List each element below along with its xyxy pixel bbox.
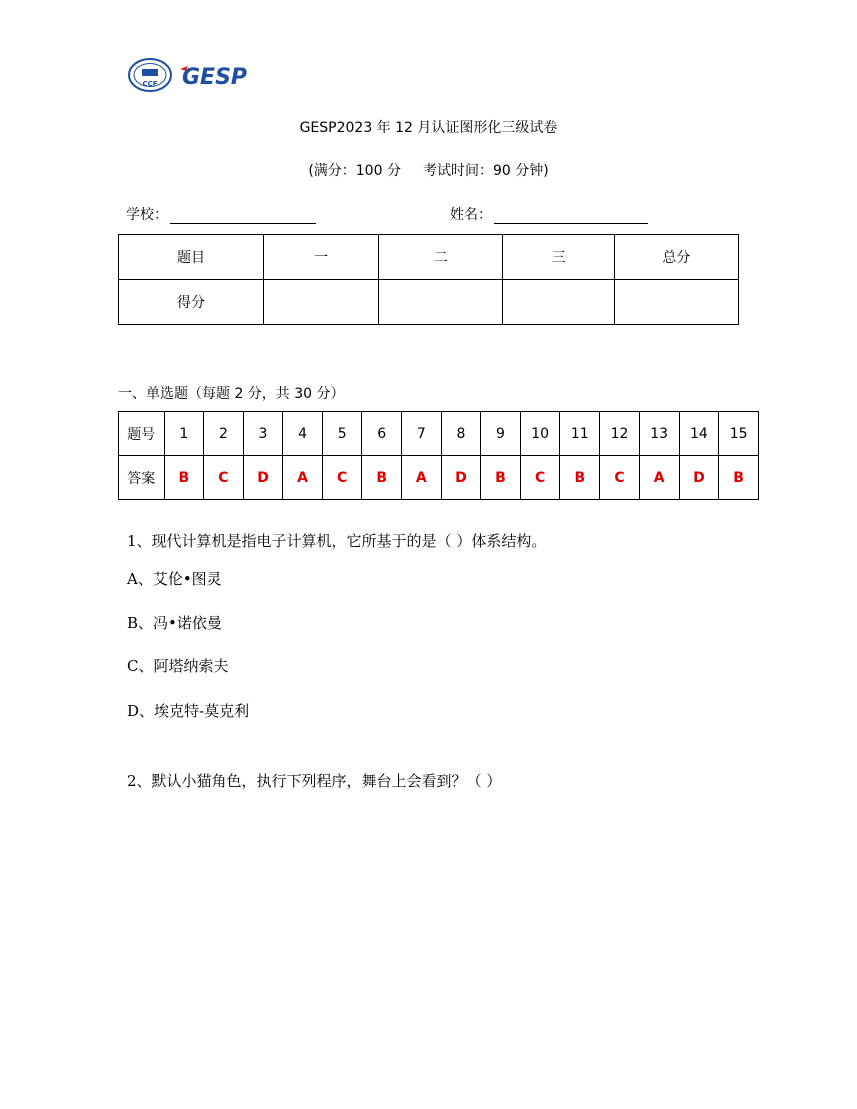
question-number: 4	[283, 412, 323, 456]
name-blank[interactable]	[494, 207, 648, 224]
question-1-option-c[interactable]: C、阿塔纳索夫	[127, 657, 229, 675]
score-table-score-row	[119, 280, 739, 325]
question-number: 13	[639, 412, 679, 456]
question-number: 9	[481, 412, 521, 456]
score-info: (满分：100 分	[308, 163, 401, 179]
answer-cell: B	[560, 456, 600, 500]
question-number: 15	[719, 412, 759, 456]
score-table	[118, 234, 739, 325]
school-field[interactable]	[126, 204, 316, 224]
ccf-emblem-icon	[128, 57, 268, 93]
answer-table	[118, 411, 759, 500]
answer-cell: B	[164, 456, 204, 500]
score-cell[interactable]	[614, 280, 738, 325]
score-header-cell: 二	[379, 235, 503, 280]
question-number: 14	[679, 412, 719, 456]
score-cell[interactable]	[379, 280, 503, 325]
question-number: 1	[164, 412, 204, 456]
answer-cell: D	[441, 456, 481, 500]
question-1-stem: 1、现代计算机是指电子计算机，它所基于的是（ ）体系结构。	[127, 532, 547, 550]
number-row-label: 题号	[119, 412, 165, 456]
answer-key-row	[119, 456, 759, 500]
answer-cell: B	[481, 456, 521, 500]
question-2-stem: 2、默认小猫角色，执行下列程序，舞台上会看到？（ ）	[127, 772, 502, 790]
score-header-cell: 一	[264, 235, 379, 280]
gesp-logo	[128, 57, 268, 93]
answer-cell: D	[243, 456, 283, 500]
answer-cell: A	[639, 456, 679, 500]
section-title: 一、单选题（每题 2 分，共 30 分）	[118, 386, 345, 402]
time-info: 考试时间：90 分钟)	[422, 163, 549, 179]
exam-info	[0, 160, 857, 180]
question-number: 10	[520, 412, 560, 456]
answer-cell: C	[322, 456, 362, 500]
school-label: 学校：	[126, 207, 168, 223]
answer-cell: A	[402, 456, 442, 500]
score-table-header-row	[119, 235, 739, 280]
emblem-text: CCF	[142, 80, 158, 88]
answer-cell: B	[719, 456, 759, 500]
question-number: 2	[204, 412, 244, 456]
logo-wordmark: GESP	[182, 65, 248, 90]
answer-cell: B	[362, 456, 402, 500]
name-field[interactable]	[450, 204, 648, 224]
answer-cell: C	[520, 456, 560, 500]
score-header-cell: 总分	[614, 235, 738, 280]
question-number: 6	[362, 412, 402, 456]
question-1-option-a[interactable]: A、艾伦•图灵	[127, 570, 222, 588]
score-cell[interactable]	[503, 280, 614, 325]
answer-cell: C	[600, 456, 640, 500]
score-cell[interactable]	[264, 280, 379, 325]
answer-number-row	[119, 412, 759, 456]
question-1-option-b[interactable]: B、冯•诺依曼	[127, 614, 222, 632]
question-number: 11	[560, 412, 600, 456]
score-header-cell: 题目	[119, 235, 264, 280]
page-title: GESP2023 年 12 月认证图形化三级试卷	[299, 120, 558, 136]
answer-cell: A	[283, 456, 323, 500]
name-label: 姓名：	[450, 207, 492, 223]
question-number: 5	[322, 412, 362, 456]
answer-cell: D	[679, 456, 719, 500]
answer-row-label: 答案	[119, 456, 165, 500]
school-blank[interactable]	[170, 207, 316, 224]
answer-cell: C	[204, 456, 244, 500]
question-number: 8	[441, 412, 481, 456]
question-number: 3	[243, 412, 283, 456]
question-1-option-d[interactable]: D、埃克特-莫克利	[127, 702, 250, 720]
question-number: 7	[402, 412, 442, 456]
question-number: 12	[600, 412, 640, 456]
score-row-label: 得分	[119, 280, 264, 325]
score-header-cell: 三	[503, 235, 614, 280]
